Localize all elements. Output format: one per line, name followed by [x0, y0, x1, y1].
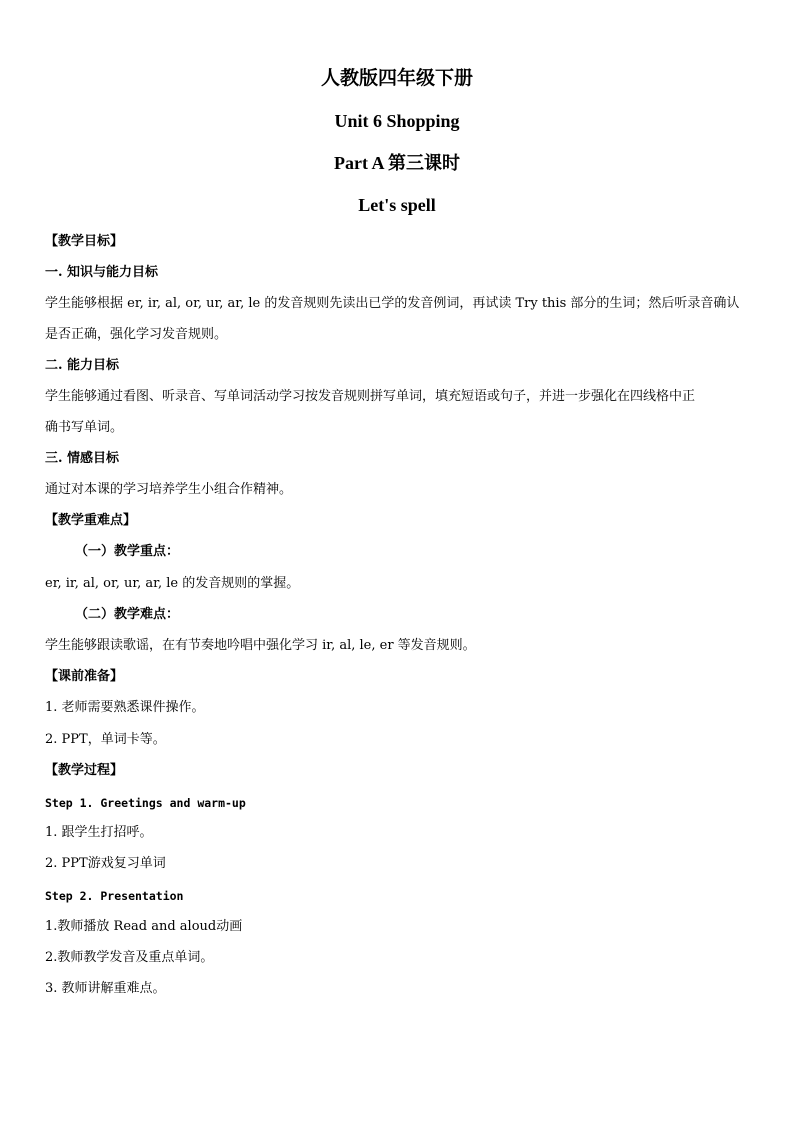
objectives-heading: 【教学目标】 [45, 234, 124, 249]
step-2-item-2: 2.教师教学发音及重点单词。 [45, 950, 214, 965]
preparation-heading: 【课前准备】 [45, 669, 124, 684]
difficulty-text: 学生能够跟读歌谣，在有节奏地吟唱中强化学习 ir, al, le, er 等发音规则。 [45, 638, 476, 653]
knowledge-heading: 一. 知识与能力目标 [45, 265, 159, 280]
focus-text: er, ir, al, or, ur, ar, le 的发音规则的掌握。 [45, 576, 300, 591]
part-title: Part A 第三课时 [334, 153, 460, 173]
step-2-item-1: 1.教师播放 Read and aloud动画 [45, 919, 243, 934]
emotion-heading: 三. 情感目标 [45, 451, 120, 466]
step-1-item-1: 1. 跟学生打招呼。 [45, 825, 153, 840]
step-2-heading: Step 2. Presentation [45, 889, 184, 903]
ability-text-line-1: 学生能够通过看图、听录音、写单词活动学习按发音规则拼写单词，填充短语或句子，并进一步强化在四线格中正 [45, 389, 696, 404]
step-1-item-2: 2. PPT游戏复习单词 [45, 856, 166, 871]
key-points-heading: 【教学重难点】 [45, 513, 137, 528]
ability-heading: 二. 能力目标 [45, 358, 120, 373]
preparation-item-1: 1. 老师需要熟悉课件操作。 [45, 700, 205, 715]
difficulty-heading: （二）教学难点： [75, 607, 180, 622]
book-title: 人教版四年级下册 [320, 68, 473, 89]
step-1-heading: Step 1. Greetings and warm-up [45, 796, 246, 810]
focus-heading: （一）教学重点： [75, 544, 180, 559]
knowledge-text-line-2: 是否正确，强化学习发音规则。 [45, 327, 228, 342]
emotion-text: 通过对本课的学习培养学生小组合作精神。 [45, 482, 293, 497]
unit-title: Unit 6 Shopping [334, 111, 460, 131]
preparation-item-2: 2. PPT，单词卡等。 [45, 732, 166, 747]
lesson-title: Let's spell [358, 195, 436, 215]
process-heading: 【教学过程】 [45, 763, 124, 778]
ability-text-line-2: 确书写单词。 [45, 420, 124, 435]
step-2-item-3: 3. 教师讲解重难点。 [45, 981, 166, 996]
knowledge-text-line-1: 学生能够根据 er, ir, al, or, ur, ar, le 的发音规则先读出已学的发音例词，再试读 Try this 部分的生词；然后听录音确认 [45, 296, 740, 311]
